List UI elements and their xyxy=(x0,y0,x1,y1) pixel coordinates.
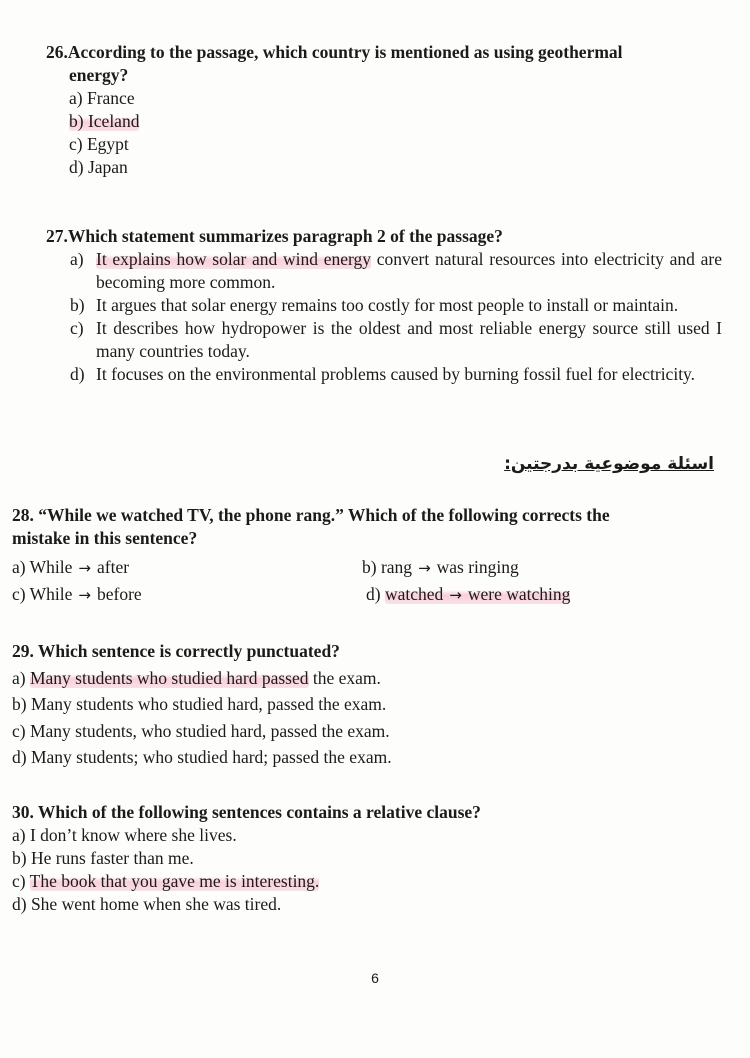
q26-option-d: d) Japan xyxy=(69,157,128,177)
q28-option-c: c) While → before xyxy=(12,584,142,604)
arrow-icon: → xyxy=(449,586,462,604)
q28-option-d-highlight: watched → were watching xyxy=(384,584,571,604)
q29-option-a: a) Many students who studied hard passed the exam. xyxy=(12,667,381,688)
q30-option-a: a) I don’t know where she lives. xyxy=(12,825,237,845)
question-26-title-cont: energy? xyxy=(69,65,129,85)
q27-option-a: a) It explains how solar and wind energy convert natural resources into electricity and are becoming more common. xyxy=(70,249,722,292)
q27-option-a-highlight: It explains how solar and wind energy xyxy=(96,249,372,269)
q30-option-c: c) The book that you gave me is interesting. xyxy=(12,871,320,891)
arrow-icon: → xyxy=(78,586,91,604)
question-27-title: 27.Which statement summarizes paragraph 2 of the passage? xyxy=(46,226,503,246)
arrow-icon: → xyxy=(418,559,431,577)
q28-option-b: b) rang → was ringing xyxy=(362,557,519,577)
q28-option-d: d) watched → were watching xyxy=(366,584,571,604)
q30-option-d: d) She went home when she was tired. xyxy=(12,894,282,914)
question-30-title: 30. Which of the following sentences contains a relative clause? xyxy=(12,802,481,822)
question-27 xyxy=(46,225,722,386)
q27-option-c: c) It describes how hydropower is the oldest and most reliable energy source still used I many countries today. xyxy=(70,318,722,361)
q26-option-b: b) Iceland xyxy=(69,111,140,131)
q29-option-b: b) Many students who studied hard, passed the exam. xyxy=(12,694,387,714)
q29-option-d: d) Many students; who studied hard; passed the exam. xyxy=(12,747,392,767)
q29-option-c: c) Many students, who studied hard, passed the exam. xyxy=(12,720,390,741)
arrow-icon: → xyxy=(78,559,91,577)
q30-option-b: b) He runs faster than me. xyxy=(12,848,194,868)
q30-option-c-highlight: The book that you gave me is interesting. xyxy=(29,871,320,891)
q26-option-a: a) France xyxy=(69,88,135,108)
question-26 xyxy=(46,41,726,179)
q27-option-b: b) It argues that solar energy remains too costly for most people to install or maintain. xyxy=(70,295,679,315)
q28-option-a: a) While → after xyxy=(12,557,130,577)
question-26-title: 26.According to the passage, which country is mentioned as using geothermal xyxy=(46,42,623,62)
q27-option-d: d) It focuses on the environmental problems caused by burning fossil fuel for electricity. xyxy=(70,364,696,384)
question-28-title-cont: mistake in this sentence? xyxy=(12,528,198,548)
question-30 xyxy=(12,801,712,916)
q26-option-c: c) Egypt xyxy=(69,134,129,154)
section-heading: اسئلة موضوعية بدرجتين: xyxy=(504,454,714,474)
page-number: 6 xyxy=(371,970,379,986)
question-29 xyxy=(12,638,712,771)
question-28-title: 28. “While we watched TV, the phone rang.” Which of the following corrects the xyxy=(12,505,610,525)
q29-option-a-highlight: Many students who studied hard passed xyxy=(29,667,309,688)
question-29-title: 29. Which sentence is correctly punctuated? xyxy=(12,641,340,661)
question-28 xyxy=(12,504,722,610)
